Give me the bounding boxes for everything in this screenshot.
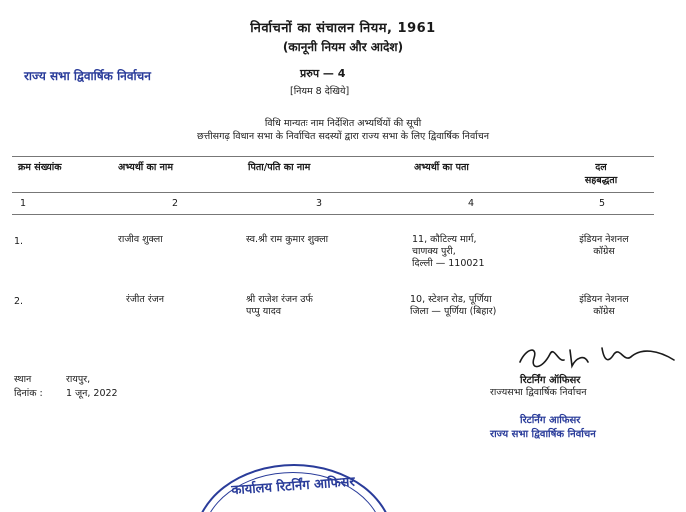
party-affiliation: कॉग्रेस [593,246,615,257]
date-label: दिनांक : [14,388,43,399]
column-number: 2 [172,198,179,209]
candidate-list-title: विधि मान्यतः नाम निर्देशित अभ्यर्थियों की सूची [264,118,422,129]
column-number: 4 [468,198,475,209]
document-title: निर्वाचनों का संचालन नियम, 1961 [250,21,436,36]
election-description: छत्तीसगढ़ विधान सभा के निर्वाचित सदस्यों द्वारा राज्य सभा के लिए द्विवार्षिक निर्वाचन [197,131,489,142]
header-bottom-rule [12,192,654,193]
candidate-address: चाणक्य पुरी, [412,246,456,257]
header-party-affiliation: सहबद्धता [584,175,618,186]
column-number: 5 [599,198,606,209]
returning-officer-subtitle: राज्यसभा द्विवार्षिक निर्वाचन [490,387,587,398]
election-stamp: राज्य सभा द्विवार्षिक निर्वाचन [24,69,151,83]
document-subtitle: (कानूनी नियम और आदेश) [282,40,404,54]
candidate-name: राजीव शुक्ला [118,234,163,245]
header-serial: क्रम संख्यांक [18,162,62,173]
father-name: पप्पु यादव [246,306,282,317]
officer-stamp-subtitle: राज्य सभा द्विवार्षिक निर्वाचन [490,429,596,440]
header-father-name: पिता/पति का नाम [248,162,311,173]
seal-text: कार्यालय रिटर्निंग आफिसर [230,474,356,499]
place-label: स्थान [14,374,32,385]
column-number: 1 [20,198,27,209]
candidate-address: 11, कौटिल्य मार्ग, [412,234,477,245]
row-serial: 1. [14,236,24,247]
column-number-rule [12,214,654,215]
candidate-address: जिला — पूर्णिया (बिहार) [410,306,497,317]
form-label: प्ररुप — 4 [300,67,346,80]
date-value: 1 जून, 2022 [66,388,118,399]
candidate-address: 10, स्टेशन रोड, पूर्णिया [410,294,492,305]
header-candidate-name: अभ्यर्थी का नाम [118,162,174,173]
table-top-rule [12,156,654,157]
header-party: दल [595,162,607,173]
row-serial: 2. [14,296,24,307]
returning-officer-title: रिटर्निंग ऑफिसर [520,375,581,386]
father-name: श्री राजेश रंजन उर्फ [246,294,313,305]
place-value: रायपुर, [66,374,91,385]
party-affiliation: इंडियन नेशनल [579,234,629,245]
form-rule: [नियम 8 देखिये] [290,86,350,97]
party-affiliation: कॉग्रेस [593,306,615,317]
candidate-name: रंजीत रंजन [126,294,165,305]
column-number: 3 [316,198,323,209]
candidate-address: दिल्ली — 110021 [412,258,485,269]
office-seal [188,460,398,512]
header-address: अभ्यर्थी का पता [414,162,469,173]
signature-mark [512,340,682,374]
party-affiliation: इंडियन नेशनल [579,294,629,305]
father-name: स्व.श्री राम कुमार शुक्ला [246,234,329,245]
officer-stamp-title: रिटर्निंग आफिसर [520,415,581,426]
